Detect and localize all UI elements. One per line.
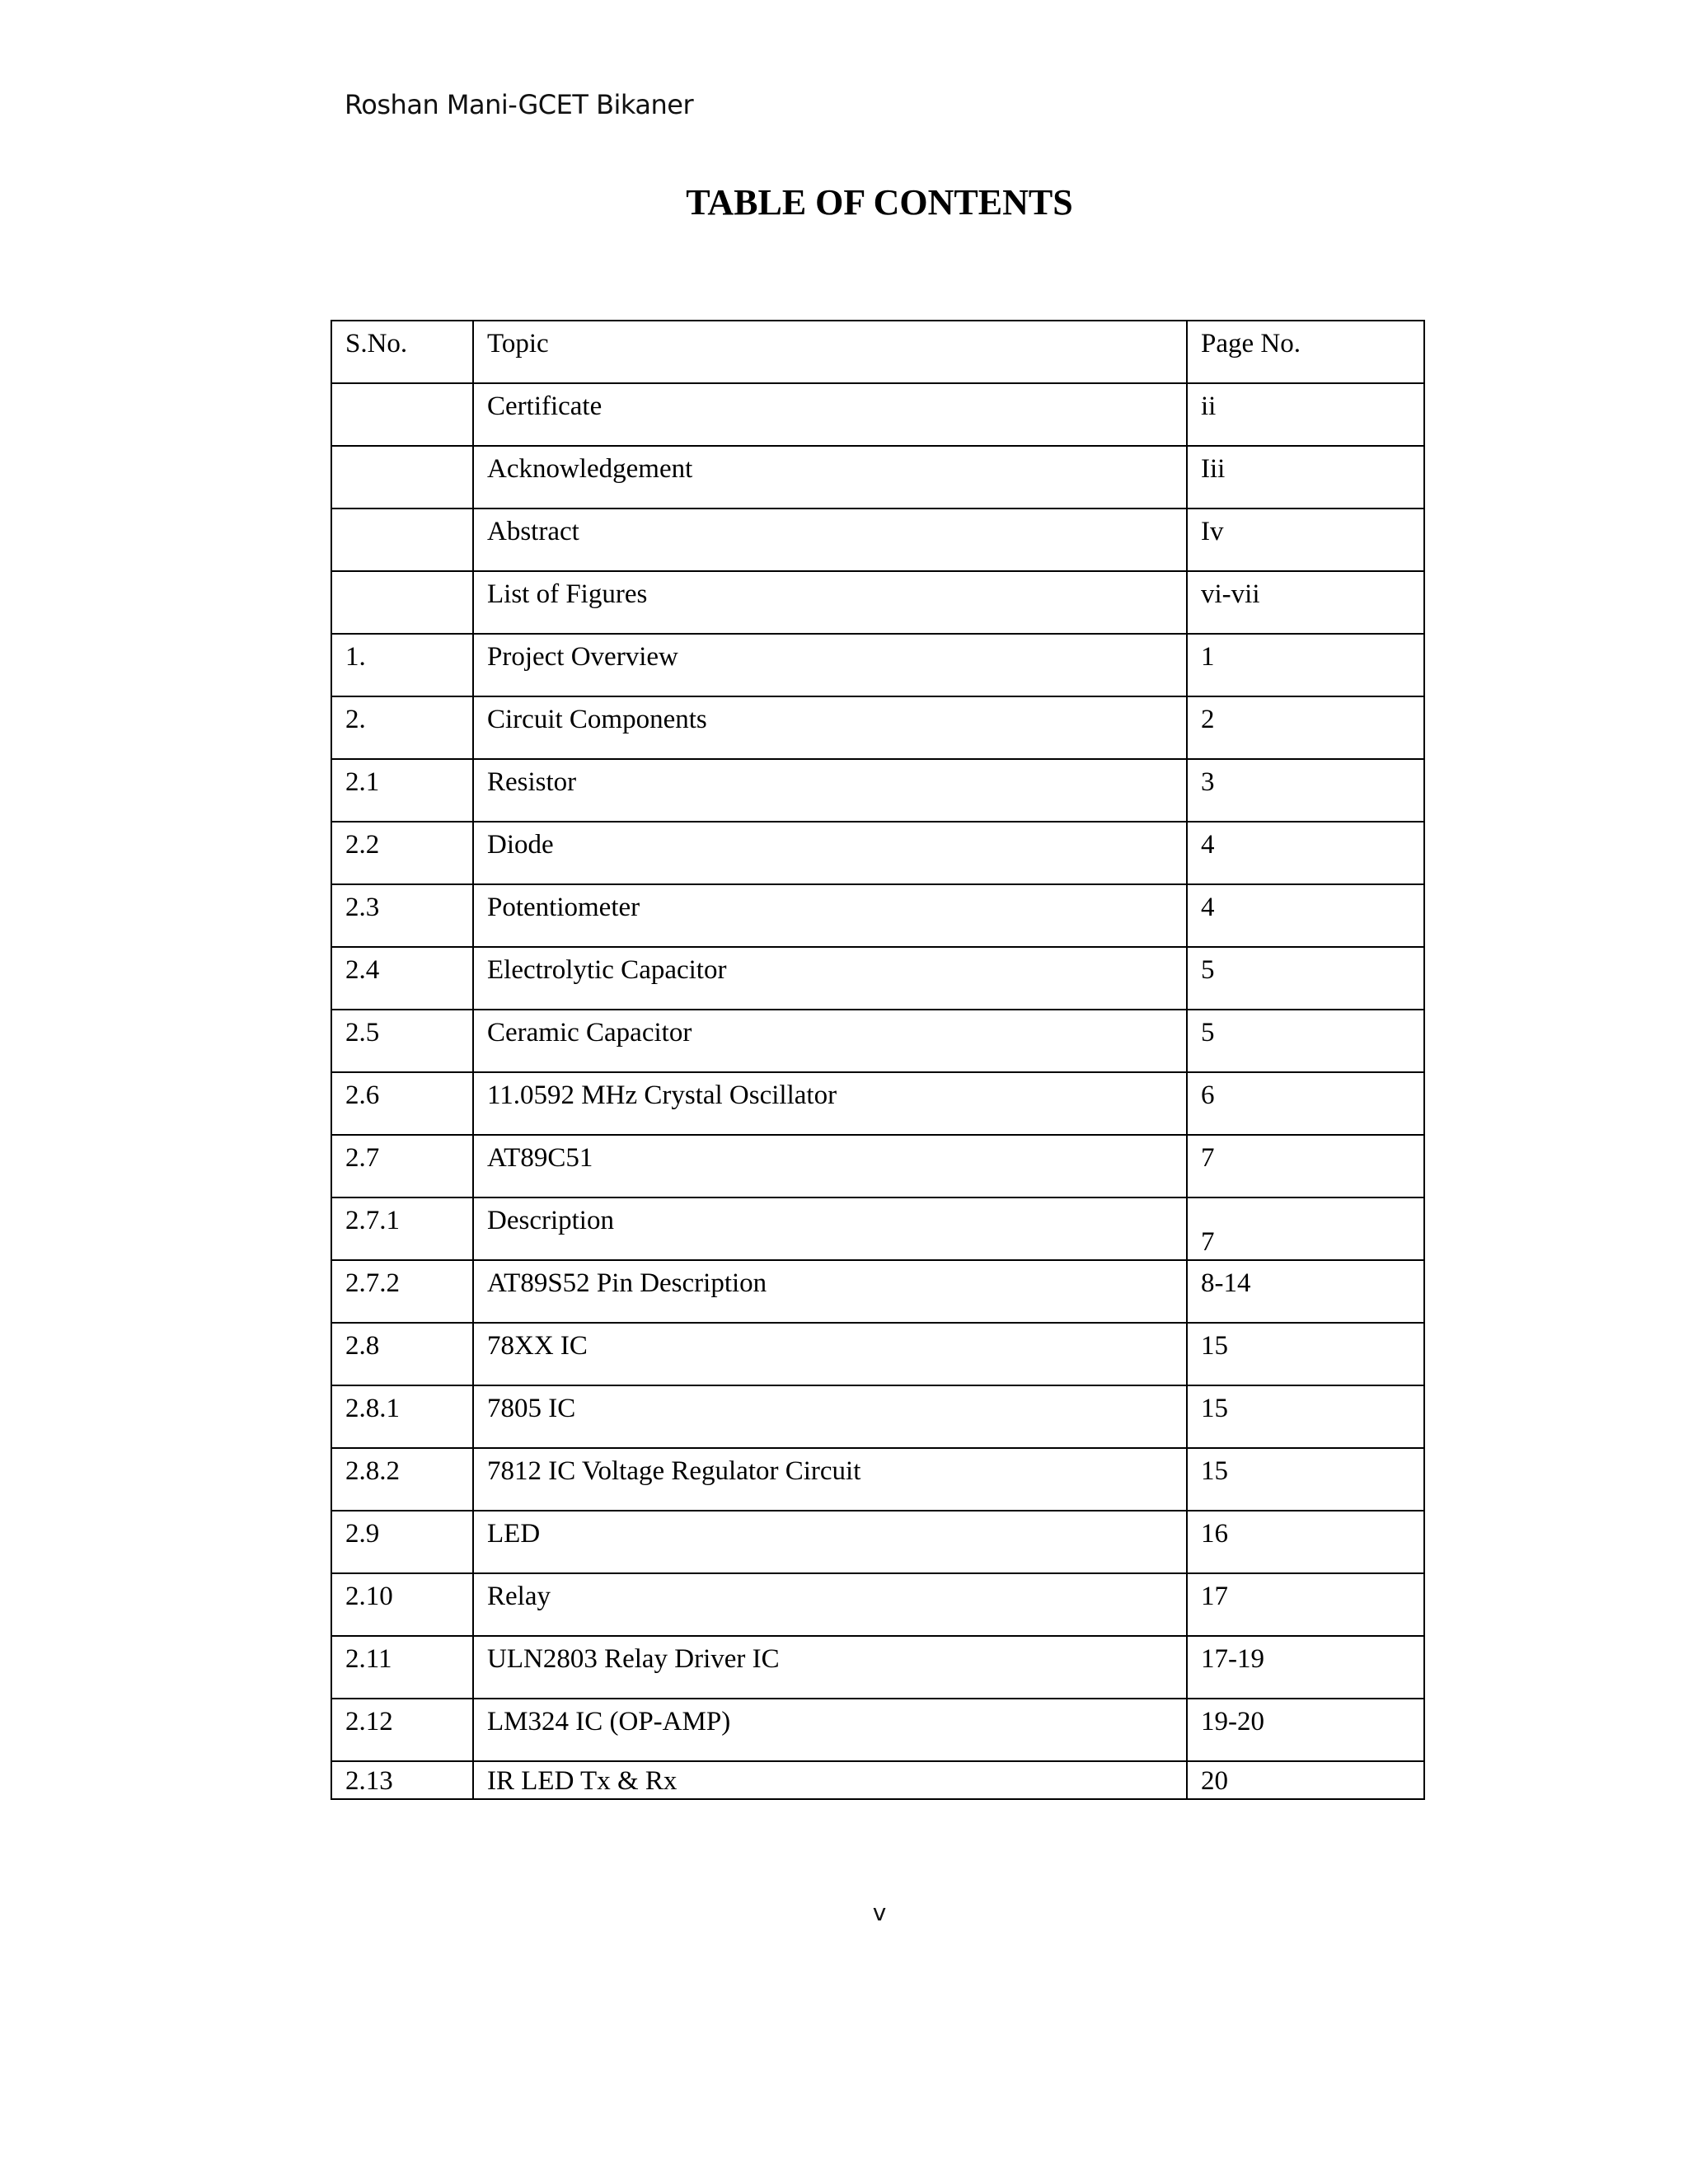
table-row xyxy=(331,1260,1424,1323)
page-cell: 17 xyxy=(1187,1573,1424,1636)
sno-cell: 2.7.1 xyxy=(331,1197,473,1260)
page-cell: ii xyxy=(1187,383,1424,446)
sno-cell: 2.3 xyxy=(331,884,473,947)
page-cell: 20 xyxy=(1187,1761,1424,1799)
topic-cell: Certificate xyxy=(473,383,1187,446)
topic-cell: Relay xyxy=(473,1573,1187,1636)
sno-cell: 2.7 xyxy=(331,1135,473,1197)
column-header-sno: S.No. xyxy=(331,321,473,383)
table-row xyxy=(331,1323,1424,1385)
topic-cell: AT89C51 xyxy=(473,1135,1187,1197)
table-row xyxy=(331,759,1424,822)
page-cell: 5 xyxy=(1187,1010,1424,1072)
sno-cell: 2.8.2 xyxy=(331,1448,473,1511)
table-row xyxy=(331,446,1424,509)
table-row xyxy=(331,1573,1424,1636)
sno-cell xyxy=(331,509,473,571)
sno-cell: 2.8.1 xyxy=(331,1385,473,1448)
table-row xyxy=(331,1448,1424,1511)
table-row xyxy=(331,696,1424,759)
page-cell: 6 xyxy=(1187,1072,1424,1135)
topic-cell: 7812 IC Voltage Regulator Circuit xyxy=(473,1448,1187,1511)
sno-cell: 2.11 xyxy=(331,1636,473,1699)
table-row xyxy=(331,947,1424,1010)
sno-cell xyxy=(331,383,473,446)
page-cell: 15 xyxy=(1187,1323,1424,1385)
page-cell: 17-19 xyxy=(1187,1636,1424,1699)
page-cell: Iii xyxy=(1187,446,1424,509)
column-header-topic: Topic xyxy=(473,321,1187,383)
topic-cell: Acknowledgement xyxy=(473,446,1187,509)
topic-cell: Electrolytic Capacitor xyxy=(473,947,1187,1010)
topic-cell: Description xyxy=(473,1197,1187,1260)
sno-cell: 2.13 xyxy=(331,1761,473,1799)
page-cell: 15 xyxy=(1187,1385,1424,1448)
topic-cell: Ceramic Capacitor xyxy=(473,1010,1187,1072)
table-row xyxy=(331,1197,1424,1260)
sno-cell: 2.7.2 xyxy=(331,1260,473,1323)
topic-cell: IR LED Tx & Rx xyxy=(473,1761,1187,1799)
sno-cell: 2.9 xyxy=(331,1511,473,1573)
topic-cell: 11.0592 MHz Crystal Oscillator xyxy=(473,1072,1187,1135)
table-row xyxy=(331,1135,1424,1197)
table-row xyxy=(331,822,1424,884)
table-row xyxy=(331,1072,1424,1135)
table-row xyxy=(331,1761,1424,1799)
sno-cell: 2.12 xyxy=(331,1699,473,1761)
column-header-page: Page No. xyxy=(1187,321,1424,383)
table-row xyxy=(331,1511,1424,1573)
sno-cell: 2.10 xyxy=(331,1573,473,1636)
table-header-row xyxy=(331,321,1424,383)
table-row xyxy=(331,1010,1424,1072)
topic-cell: List of Figures xyxy=(473,571,1187,634)
table-row xyxy=(331,884,1424,947)
sno-cell: 2.6 xyxy=(331,1072,473,1135)
table-row xyxy=(331,1699,1424,1761)
topic-cell: AT89S52 Pin Description xyxy=(473,1260,1187,1323)
sno-cell: 2.5 xyxy=(331,1010,473,1072)
topic-cell: Diode xyxy=(473,822,1187,884)
page-cell: 8-14 xyxy=(1187,1260,1424,1323)
sno-cell xyxy=(331,446,473,509)
topic-cell: Resistor xyxy=(473,759,1187,822)
topic-cell: Abstract xyxy=(473,509,1187,571)
table-row xyxy=(331,1385,1424,1448)
topic-cell: Potentiometer xyxy=(473,884,1187,947)
sno-cell: 2.1 xyxy=(331,759,473,822)
sno-cell xyxy=(331,571,473,634)
topic-cell: 78XX IC xyxy=(473,1323,1187,1385)
page-cell: 7 xyxy=(1187,1135,1424,1197)
topic-cell: ULN2803 Relay Driver IC xyxy=(473,1636,1187,1699)
sno-cell: 2. xyxy=(331,696,473,759)
page-cell: 2 xyxy=(1187,696,1424,759)
topic-cell: Circuit Components xyxy=(473,696,1187,759)
page-cell: 15 xyxy=(1187,1448,1424,1511)
sno-cell: 1. xyxy=(331,634,473,696)
page-cell: vi-vii xyxy=(1187,571,1424,634)
table-row xyxy=(331,634,1424,696)
page-cell: Iv xyxy=(1187,509,1424,571)
page-cell: 7 xyxy=(1187,1197,1424,1260)
topic-cell: LM324 IC (OP-AMP) xyxy=(473,1699,1187,1761)
header-author: Roshan Mani-GCET Bikaner xyxy=(345,89,694,120)
page-cell: 19-20 xyxy=(1187,1699,1424,1761)
page-cell: 1 xyxy=(1187,634,1424,696)
page-cell: 16 xyxy=(1187,1511,1424,1573)
topic-cell: 7805 IC xyxy=(473,1385,1187,1448)
sno-cell: 2.4 xyxy=(331,947,473,1010)
page-number: v xyxy=(872,1899,887,1926)
sno-cell: 2.8 xyxy=(331,1323,473,1385)
topic-cell: Project Overview xyxy=(473,634,1187,696)
table-row xyxy=(331,1636,1424,1699)
page-cell: 4 xyxy=(1187,884,1424,947)
page-cell: 5 xyxy=(1187,947,1424,1010)
toc-table xyxy=(331,320,1425,1800)
sno-cell: 2.2 xyxy=(331,822,473,884)
page-cell: 4 xyxy=(1187,822,1424,884)
table-row xyxy=(331,383,1424,446)
table-row xyxy=(331,571,1424,634)
page-title: TABLE OF CONTENTS xyxy=(686,182,1073,223)
topic-cell: LED xyxy=(473,1511,1187,1573)
table-row xyxy=(331,509,1424,571)
page-cell: 3 xyxy=(1187,759,1424,822)
